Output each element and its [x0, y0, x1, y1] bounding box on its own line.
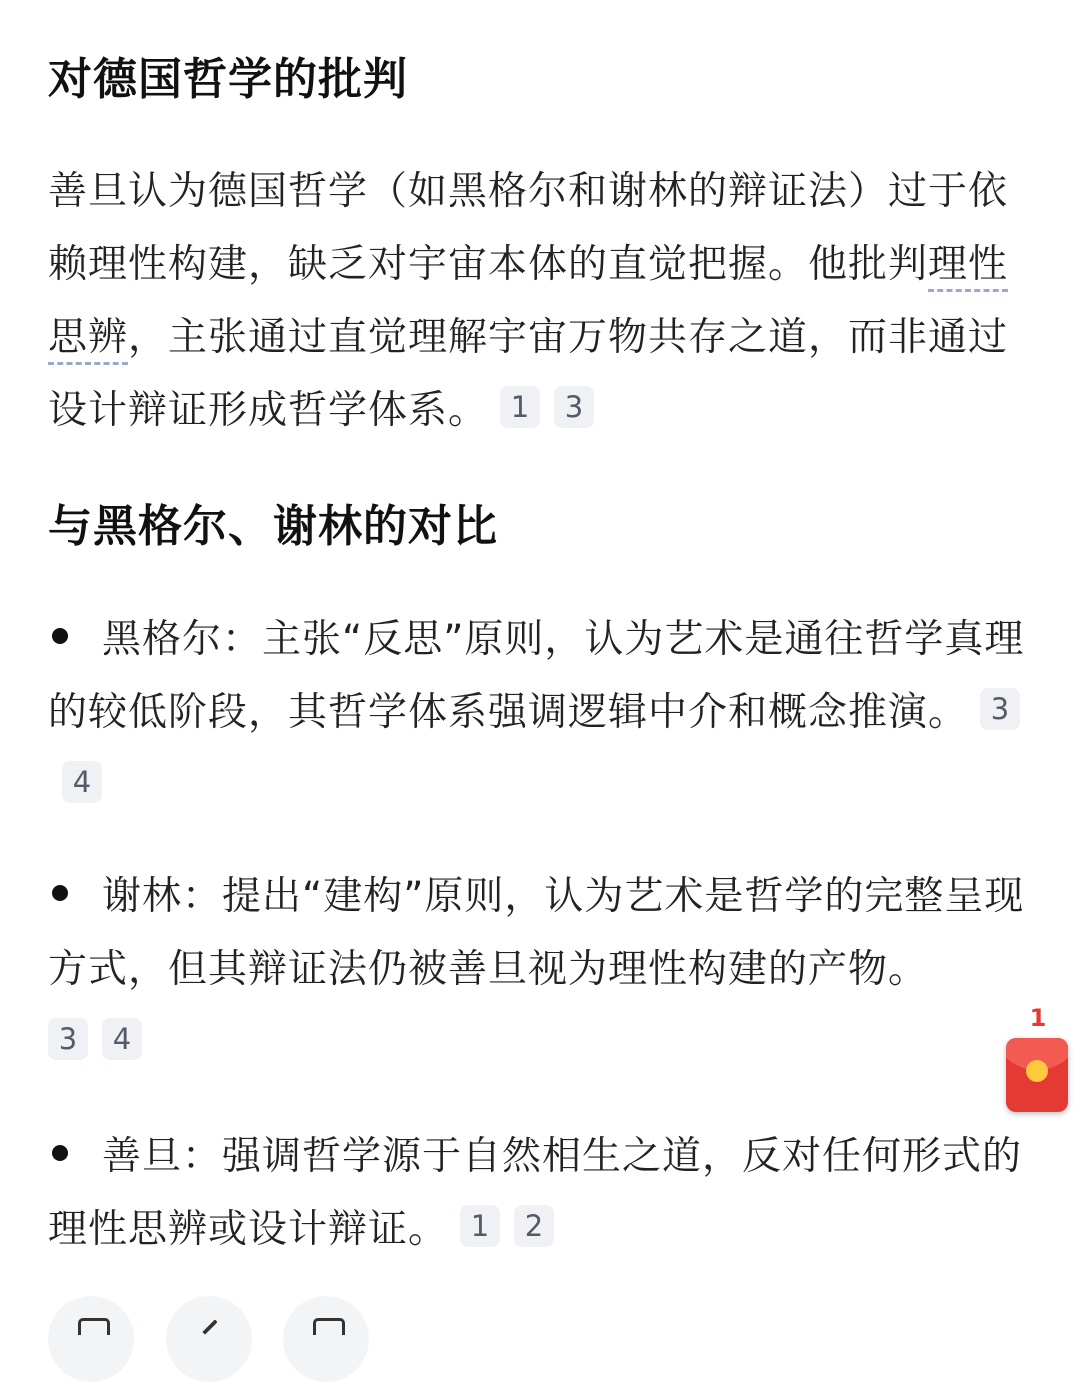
red-envelope-icon[interactable]: [1006, 1038, 1068, 1112]
list-item-text: 谢林：提出“建构”原则，认为艺术是哲学的完整呈现方式，但其辩证法仍被善旦视为理性构建的产物。: [48, 874, 1025, 992]
citation-row: [36, 1006, 1033, 1079]
bullet-dot: [52, 1145, 68, 1161]
paragraph-critique: [48, 155, 1033, 447]
list-item: [48, 860, 1033, 1079]
more-icon: [313, 1318, 345, 1335]
red-packet-count-badge: 1: [1029, 1004, 1047, 1032]
citation-badge[interactable]: 3: [48, 1018, 88, 1060]
citation-badge[interactable]: 4: [102, 1018, 142, 1060]
section-heading-critique: 对德国哲学的批判: [48, 54, 408, 105]
citation-badge[interactable]: 3: [980, 688, 1020, 730]
citation-badge[interactable]: 1: [460, 1205, 500, 1247]
bullet-dot: [52, 628, 68, 644]
bullet-dot: [52, 885, 68, 901]
copy-button[interactable]: [48, 1296, 134, 1382]
section-heading-comparison: 与黑格尔、谢林的对比: [48, 501, 498, 552]
paragraph-text: 善旦认为德国哲学（如黑格尔和谢林的辩证法）过于依赖理性构建，缺乏对宇宙本体的直觉把握。他批判: [48, 169, 1009, 287]
share-button[interactable]: [166, 1296, 252, 1382]
citation-badge[interactable]: 2: [514, 1205, 554, 1247]
share-icon: [202, 1319, 218, 1335]
red-envelope-seal: [1026, 1060, 1048, 1082]
list-item: [48, 603, 1033, 822]
term-link-rational-speculation[interactable]: 理性思辨: [48, 242, 1008, 365]
list-item: [48, 1120, 1033, 1266]
paragraph-text-tail: ，主张通过直觉理解宇宙万物共存之道，而非通过设计辩证形成哲学体系。: [48, 315, 1009, 433]
citation-badge[interactable]: 3: [554, 386, 594, 428]
more-button[interactable]: [283, 1296, 369, 1382]
citation-badge[interactable]: 1: [500, 386, 540, 428]
citation-badge[interactable]: 4: [62, 761, 102, 803]
copy-icon: [78, 1318, 110, 1335]
list-item-text: 善旦：强调哲学源于自然相生之道，反对任何形式的理性思辨或设计辩证。: [48, 1134, 1023, 1252]
list-item-text: 黑格尔：主张“反思”原则，认为艺术是通往哲学真理的较低阶段，其哲学体系强调逻辑中介和概念推演。: [48, 617, 1025, 735]
